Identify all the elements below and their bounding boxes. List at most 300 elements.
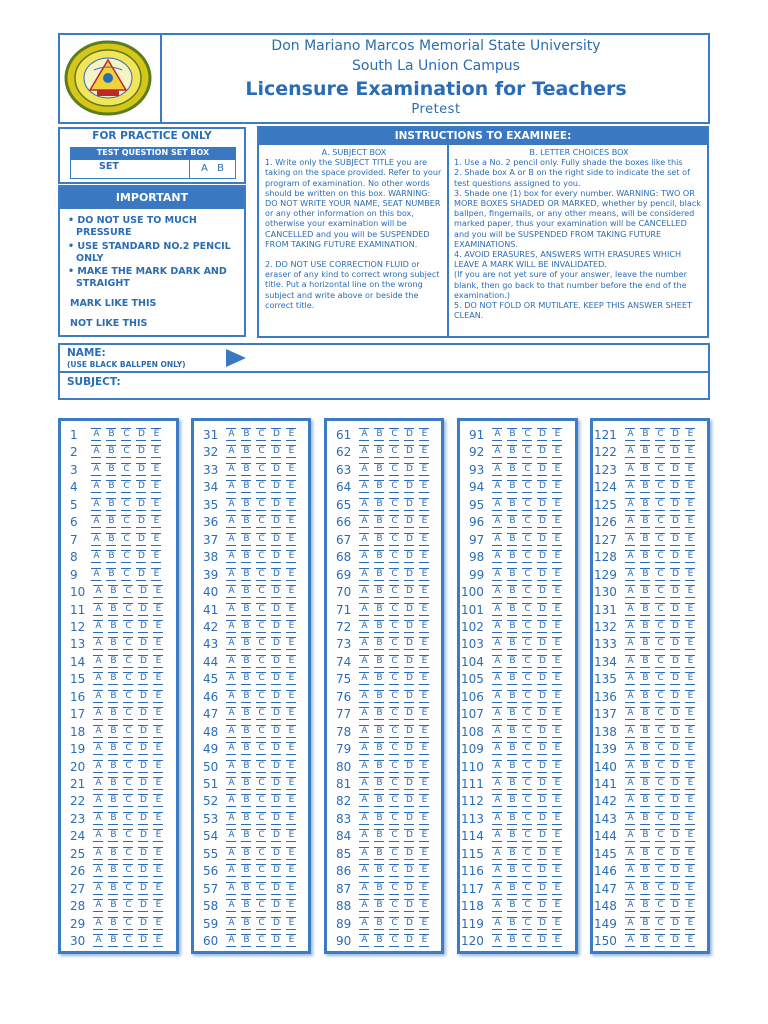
answer-bubble-c[interactable]: C [389, 794, 400, 807]
answer-bubble-e[interactable]: E [419, 707, 430, 720]
answer-bubble-d[interactable]: D [670, 637, 681, 650]
answer-bubble-b[interactable]: B [374, 742, 385, 755]
answer-bubble-c[interactable]: C [123, 707, 134, 720]
answer-bubble-d[interactable]: D [138, 777, 149, 790]
answer-bubble-b[interactable]: B [106, 463, 117, 476]
answer-bubble-d[interactable]: D [670, 690, 681, 703]
answer-bubble-a[interactable]: A [226, 934, 237, 947]
answer-bubble-b[interactable]: B [507, 428, 518, 441]
answer-bubble-a[interactable]: A [492, 428, 503, 441]
answer-bubble-e[interactable]: E [552, 672, 563, 685]
answer-bubble-a[interactable]: A [93, 882, 104, 895]
answer-bubble-e[interactable]: E [552, 498, 563, 511]
answer-bubble-e[interactable]: E [552, 655, 563, 668]
answer-bubble-e[interactable]: E [419, 690, 430, 703]
answer-bubble-c[interactable]: C [256, 812, 267, 825]
answer-bubble-b[interactable]: B [507, 585, 518, 598]
answer-bubble-d[interactable]: D [537, 934, 548, 947]
answer-bubble-e[interactable]: E [153, 760, 164, 773]
answer-bubble-a[interactable]: A [91, 533, 102, 546]
answer-bubble-c[interactable]: C [655, 864, 666, 877]
answer-bubble-d[interactable]: D [670, 917, 681, 930]
answer-bubble-d[interactable]: D [404, 463, 415, 476]
answer-bubble-c[interactable]: C [655, 428, 666, 441]
answer-bubble-d[interactable]: D [537, 707, 548, 720]
answer-bubble-e[interactable]: E [286, 445, 297, 458]
answer-bubble-b[interactable]: B [640, 725, 651, 738]
answer-bubble-b[interactable]: B [640, 463, 651, 476]
answer-bubble-a[interactable]: A [625, 760, 636, 773]
answer-bubble-e[interactable]: E [286, 847, 297, 860]
answer-bubble-d[interactable]: D [537, 882, 548, 895]
answer-bubble-c[interactable]: C [522, 812, 533, 825]
answer-bubble-a[interactable]: A [359, 498, 370, 511]
answer-bubble-a[interactable]: A [492, 829, 503, 842]
answer-bubble-c[interactable]: C [655, 794, 666, 807]
answer-bubble-d[interactable]: D [404, 934, 415, 947]
answer-bubble-a[interactable]: A [359, 550, 370, 563]
answer-bubble-a[interactable]: A [93, 794, 104, 807]
answer-bubble-b[interactable]: B [108, 707, 119, 720]
answer-bubble-a[interactable]: A [91, 515, 102, 528]
answer-bubble-b[interactable]: B [108, 620, 119, 633]
answer-bubble-c[interactable]: C [123, 742, 134, 755]
answer-bubble-a[interactable]: A [359, 760, 370, 773]
answer-bubble-e[interactable]: E [286, 742, 297, 755]
answer-bubble-a[interactable]: A [93, 899, 104, 912]
answer-bubble-e[interactable]: E [151, 568, 162, 581]
answer-bubble-e[interactable]: E [286, 882, 297, 895]
answer-bubble-e[interactable]: E [685, 480, 696, 493]
answer-bubble-a[interactable]: A [93, 934, 104, 947]
answer-bubble-b[interactable]: B [241, 463, 252, 476]
answer-bubble-c[interactable]: C [522, 777, 533, 790]
answer-bubble-e[interactable]: E [419, 672, 430, 685]
answer-bubble-b[interactable]: B [507, 550, 518, 563]
answer-bubble-c[interactable]: C [389, 777, 400, 790]
answer-bubble-a[interactable]: A [93, 603, 104, 616]
answer-bubble-e[interactable]: E [151, 428, 162, 441]
answer-bubble-a[interactable]: A [91, 550, 102, 563]
answer-bubble-c[interactable]: C [655, 742, 666, 755]
answer-bubble-e[interactable]: E [552, 794, 563, 807]
answer-bubble-b[interactable]: B [108, 760, 119, 773]
answer-bubble-d[interactable]: D [404, 515, 415, 528]
answer-bubble-d[interactable]: D [271, 533, 282, 546]
answer-bubble-e[interactable]: E [685, 672, 696, 685]
answer-bubble-a[interactable]: A [226, 568, 237, 581]
answer-bubble-a[interactable]: A [226, 794, 237, 807]
answer-bubble-a[interactable]: A [625, 515, 636, 528]
answer-bubble-d[interactable]: D [537, 672, 548, 685]
answer-bubble-c[interactable]: C [256, 480, 267, 493]
answer-bubble-b[interactable]: B [241, 445, 252, 458]
answer-bubble-c[interactable]: C [389, 463, 400, 476]
answer-bubble-c[interactable]: C [522, 515, 533, 528]
answer-bubble-b[interactable]: B [108, 742, 119, 755]
answer-bubble-b[interactable]: B [640, 794, 651, 807]
answer-bubble-c[interactable]: C [123, 655, 134, 668]
answer-bubble-b[interactable]: B [241, 847, 252, 860]
answer-bubble-d[interactable]: D [404, 603, 415, 616]
answer-bubble-a[interactable]: A [91, 480, 102, 493]
answer-bubble-b[interactable]: B [640, 445, 651, 458]
answer-bubble-e[interactable]: E [153, 934, 164, 947]
answer-bubble-a[interactable]: A [625, 725, 636, 738]
answer-bubble-a[interactable]: A [359, 428, 370, 441]
answer-bubble-d[interactable]: D [136, 428, 147, 441]
answer-bubble-b[interactable]: B [507, 690, 518, 703]
answer-bubble-d[interactable]: D [670, 620, 681, 633]
answer-bubble-b[interactable]: B [374, 533, 385, 546]
answer-bubble-a[interactable]: A [359, 812, 370, 825]
answer-bubble-c[interactable]: C [522, 480, 533, 493]
answer-bubble-d[interactable]: D [537, 445, 548, 458]
answer-bubble-b[interactable]: B [374, 498, 385, 511]
answer-bubble-d[interactable]: D [404, 672, 415, 685]
answer-bubble-d[interactable]: D [670, 847, 681, 860]
answer-bubble-c[interactable]: C [522, 620, 533, 633]
answer-bubble-b[interactable]: B [108, 847, 119, 860]
answer-bubble-d[interactable]: D [537, 829, 548, 842]
answer-bubble-c[interactable]: C [256, 515, 267, 528]
answer-bubble-e[interactable]: E [685, 934, 696, 947]
answer-bubble-a[interactable]: A [492, 550, 503, 563]
answer-bubble-b[interactable]: B [106, 550, 117, 563]
answer-bubble-b[interactable]: B [106, 480, 117, 493]
answer-bubble-e[interactable]: E [419, 742, 430, 755]
answer-bubble-e[interactable]: E [419, 620, 430, 633]
answer-bubble-c[interactable]: C [655, 707, 666, 720]
answer-bubble-e[interactable]: E [685, 620, 696, 633]
answer-bubble-d[interactable]: D [537, 655, 548, 668]
answer-bubble-c[interactable]: C [256, 899, 267, 912]
answer-bubble-d[interactable]: D [537, 463, 548, 476]
answer-bubble-c[interactable]: C [256, 707, 267, 720]
answer-bubble-e[interactable]: E [419, 498, 430, 511]
answer-bubble-d[interactable]: D [138, 760, 149, 773]
answer-bubble-e[interactable]: E [153, 864, 164, 877]
answer-bubble-e[interactable]: E [151, 480, 162, 493]
answer-bubble-e[interactable]: E [552, 812, 563, 825]
answer-bubble-c[interactable]: C [655, 533, 666, 546]
answer-bubble-b[interactable]: B [108, 585, 119, 598]
answer-bubble-a[interactable]: A [226, 515, 237, 528]
answer-bubble-a[interactable]: A [93, 777, 104, 790]
answer-bubble-b[interactable]: B [108, 794, 119, 807]
answer-bubble-d[interactable]: D [537, 794, 548, 807]
answer-bubble-b[interactable]: B [640, 533, 651, 546]
answer-bubble-b[interactable]: B [507, 498, 518, 511]
answer-bubble-d[interactable]: D [404, 829, 415, 842]
answer-bubble-a[interactable]: A [359, 655, 370, 668]
answer-bubble-c[interactable]: C [256, 794, 267, 807]
answer-bubble-c[interactable]: C [522, 585, 533, 598]
answer-bubble-a[interactable]: A [93, 655, 104, 668]
answer-bubble-b[interactable]: B [507, 864, 518, 877]
answer-bubble-c[interactable]: C [389, 812, 400, 825]
answer-bubble-b[interactable]: B [241, 725, 252, 738]
answer-bubble-e[interactable]: E [151, 445, 162, 458]
answer-bubble-d[interactable]: D [271, 428, 282, 441]
answer-bubble-c[interactable]: C [389, 690, 400, 703]
answer-bubble-a[interactable]: A [226, 882, 237, 895]
answer-bubble-a[interactable]: A [93, 707, 104, 720]
answer-bubble-e[interactable]: E [552, 603, 563, 616]
answer-bubble-b[interactable]: B [108, 777, 119, 790]
answer-bubble-b[interactable]: B [640, 934, 651, 947]
answer-bubble-a[interactable]: A [359, 829, 370, 842]
answer-bubble-d[interactable]: D [271, 620, 282, 633]
answer-bubble-a[interactable]: A [226, 742, 237, 755]
answer-bubble-d[interactable]: D [537, 533, 548, 546]
answer-bubble-c[interactable]: C [123, 620, 134, 633]
answer-bubble-d[interactable]: D [138, 794, 149, 807]
answer-bubble-b[interactable]: B [241, 934, 252, 947]
answer-bubble-e[interactable]: E [419, 829, 430, 842]
answer-bubble-c[interactable]: C [256, 882, 267, 895]
answer-bubble-e[interactable]: E [153, 655, 164, 668]
answer-bubble-c[interactable]: C [522, 690, 533, 703]
answer-bubble-e[interactable]: E [685, 707, 696, 720]
answer-bubble-e[interactable]: E [419, 777, 430, 790]
answer-bubble-e[interactable]: E [685, 603, 696, 616]
answer-bubble-b[interactable]: B [507, 777, 518, 790]
answer-bubble-c[interactable]: C [123, 934, 134, 947]
answer-bubble-b[interactable]: B [108, 725, 119, 738]
answer-bubble-d[interactable]: D [138, 637, 149, 650]
answer-bubble-d[interactable]: D [404, 690, 415, 703]
answer-bubble-a[interactable]: A [492, 655, 503, 668]
answer-bubble-e[interactable]: E [552, 568, 563, 581]
answer-bubble-b[interactable]: B [108, 829, 119, 842]
answer-bubble-e[interactable]: E [685, 498, 696, 511]
answer-bubble-a[interactable]: A [625, 934, 636, 947]
answer-bubble-a[interactable]: A [492, 533, 503, 546]
answer-bubble-e[interactable]: E [552, 829, 563, 842]
answer-bubble-c[interactable]: C [389, 899, 400, 912]
answer-bubble-b[interactable]: B [640, 829, 651, 842]
answer-bubble-b[interactable]: B [640, 585, 651, 598]
answer-bubble-c[interactable]: C [256, 829, 267, 842]
answer-bubble-b[interactable]: B [640, 428, 651, 441]
answer-bubble-e[interactable]: E [153, 847, 164, 860]
answer-bubble-e[interactable]: E [286, 550, 297, 563]
answer-bubble-a[interactable]: A [492, 445, 503, 458]
answer-bubble-b[interactable]: B [640, 864, 651, 877]
answer-bubble-d[interactable]: D [537, 515, 548, 528]
answer-bubble-d[interactable]: D [670, 550, 681, 563]
answer-bubble-a[interactable]: A [359, 847, 370, 860]
answer-bubble-a[interactable]: A [625, 637, 636, 650]
answer-bubble-c[interactable]: C [522, 568, 533, 581]
answer-bubble-d[interactable]: D [271, 847, 282, 860]
answer-bubble-a[interactable]: A [359, 725, 370, 738]
answer-bubble-c[interactable]: C [655, 655, 666, 668]
answer-bubble-b[interactable]: B [374, 480, 385, 493]
answer-bubble-d[interactable]: D [670, 864, 681, 877]
answer-bubble-d[interactable]: D [537, 917, 548, 930]
answer-bubble-d[interactable]: D [670, 463, 681, 476]
answer-bubble-b[interactable]: B [374, 568, 385, 581]
answer-bubble-e[interactable]: E [419, 445, 430, 458]
answer-bubble-e[interactable]: E [151, 515, 162, 528]
answer-bubble-e[interactable]: E [685, 760, 696, 773]
answer-bubble-b[interactable]: B [374, 882, 385, 895]
answer-bubble-c[interactable]: C [389, 847, 400, 860]
answer-bubble-d[interactable]: D [271, 812, 282, 825]
answer-bubble-a[interactable]: A [93, 690, 104, 703]
answer-bubble-a[interactable]: A [226, 620, 237, 633]
answer-bubble-c[interactable]: C [121, 498, 132, 511]
answer-bubble-a[interactable]: A [93, 585, 104, 598]
answer-bubble-d[interactable]: D [537, 777, 548, 790]
answer-bubble-e[interactable]: E [151, 463, 162, 476]
answer-bubble-b[interactable]: B [241, 533, 252, 546]
answer-bubble-b[interactable]: B [507, 480, 518, 493]
answer-bubble-b[interactable]: B [374, 899, 385, 912]
answer-bubble-e[interactable]: E [552, 725, 563, 738]
answer-bubble-a[interactable]: A [359, 707, 370, 720]
answer-bubble-b[interactable]: B [374, 655, 385, 668]
answer-bubble-c[interactable]: C [389, 533, 400, 546]
answer-bubble-a[interactable]: A [492, 794, 503, 807]
answer-bubble-d[interactable]: D [670, 760, 681, 773]
answer-bubble-b[interactable]: B [106, 428, 117, 441]
answer-bubble-a[interactable]: A [625, 899, 636, 912]
answer-bubble-c[interactable]: C [256, 498, 267, 511]
answer-bubble-d[interactable]: D [138, 690, 149, 703]
answer-bubble-e[interactable]: E [286, 637, 297, 650]
answer-bubble-c[interactable]: C [655, 480, 666, 493]
answer-bubble-d[interactable]: D [138, 672, 149, 685]
answer-bubble-b[interactable]: B [507, 934, 518, 947]
answer-bubble-a[interactable]: A [93, 620, 104, 633]
answer-bubble-a[interactable]: A [625, 847, 636, 860]
answer-bubble-a[interactable]: A [359, 568, 370, 581]
answer-bubble-a[interactable]: A [625, 777, 636, 790]
answer-bubble-d[interactable]: D [404, 655, 415, 668]
answer-bubble-e[interactable]: E [685, 864, 696, 877]
answer-bubble-a[interactable]: A [226, 829, 237, 842]
answer-bubble-d[interactable]: D [537, 742, 548, 755]
answer-bubble-c[interactable]: C [522, 498, 533, 511]
answer-bubble-a[interactable]: A [625, 812, 636, 825]
answer-bubble-a[interactable]: A [625, 620, 636, 633]
answer-bubble-b[interactable]: B [374, 864, 385, 877]
answer-bubble-a[interactable]: A [359, 620, 370, 633]
answer-bubble-b[interactable]: B [640, 760, 651, 773]
answer-bubble-a[interactable]: A [625, 550, 636, 563]
answer-bubble-b[interactable]: B [241, 829, 252, 842]
answer-bubble-d[interactable]: D [537, 568, 548, 581]
answer-bubble-d[interactable]: D [138, 829, 149, 842]
answer-bubble-a[interactable]: A [625, 655, 636, 668]
answer-bubble-e[interactable]: E [685, 829, 696, 842]
answer-bubble-c[interactable]: C [522, 864, 533, 877]
answer-bubble-c[interactable]: C [655, 585, 666, 598]
answer-bubble-b[interactable]: B [507, 637, 518, 650]
answer-bubble-b[interactable]: B [640, 899, 651, 912]
answer-bubble-e[interactable]: E [685, 568, 696, 581]
answer-bubble-e[interactable]: E [419, 864, 430, 877]
answer-bubble-d[interactable]: D [138, 620, 149, 633]
answer-bubble-a[interactable]: A [359, 742, 370, 755]
answer-bubble-a[interactable]: A [93, 760, 104, 773]
answer-bubble-b[interactable]: B [241, 899, 252, 912]
answer-bubble-e[interactable]: E [153, 603, 164, 616]
answer-bubble-b[interactable]: B [106, 445, 117, 458]
answer-bubble-c[interactable]: C [123, 637, 134, 650]
answer-bubble-a[interactable]: A [359, 533, 370, 546]
answer-bubble-c[interactable]: C [522, 794, 533, 807]
answer-bubble-a[interactable]: A [625, 428, 636, 441]
answer-bubble-c[interactable]: C [256, 533, 267, 546]
answer-bubble-d[interactable]: D [404, 585, 415, 598]
answer-bubble-c[interactable]: C [389, 655, 400, 668]
answer-bubble-a[interactable]: A [359, 934, 370, 947]
answer-bubble-a[interactable]: A [492, 690, 503, 703]
answer-bubble-b[interactable]: B [640, 777, 651, 790]
answer-bubble-d[interactable]: D [271, 725, 282, 738]
answer-bubble-d[interactable]: D [138, 742, 149, 755]
answer-bubble-a[interactable]: A [359, 515, 370, 528]
answer-bubble-e[interactable]: E [419, 655, 430, 668]
answer-bubble-c[interactable]: C [522, 899, 533, 912]
answer-bubble-c[interactable]: C [256, 568, 267, 581]
answer-bubble-e[interactable]: E [685, 428, 696, 441]
answer-bubble-a[interactable]: A [226, 533, 237, 546]
answer-bubble-c[interactable]: C [389, 934, 400, 947]
answer-bubble-e[interactable]: E [153, 637, 164, 650]
answer-bubble-d[interactable]: D [670, 533, 681, 546]
answer-bubble-d[interactable]: D [271, 550, 282, 563]
answer-bubble-e[interactable]: E [286, 428, 297, 441]
answer-bubble-b[interactable]: B [241, 794, 252, 807]
answer-bubble-e[interactable]: E [419, 934, 430, 947]
answer-bubble-c[interactable]: C [389, 672, 400, 685]
answer-bubble-c[interactable]: C [655, 899, 666, 912]
answer-bubble-b[interactable]: B [241, 672, 252, 685]
answer-bubble-e[interactable]: E [286, 463, 297, 476]
answer-bubble-b[interactable]: B [108, 934, 119, 947]
answer-bubble-b[interactable]: B [640, 550, 651, 563]
answer-bubble-d[interactable]: D [670, 568, 681, 581]
answer-bubble-b[interactable]: B [640, 498, 651, 511]
answer-bubble-b[interactable]: B [374, 829, 385, 842]
answer-bubble-d[interactable]: D [271, 934, 282, 947]
answer-bubble-a[interactable]: A [492, 515, 503, 528]
answer-bubble-a[interactable]: A [226, 550, 237, 563]
answer-bubble-d[interactable]: D [670, 585, 681, 598]
answer-bubble-c[interactable]: C [256, 585, 267, 598]
answer-bubble-a[interactable]: A [625, 585, 636, 598]
answer-bubble-a[interactable]: A [359, 864, 370, 877]
answer-bubble-d[interactable]: D [670, 934, 681, 947]
answer-bubble-e[interactable]: E [419, 533, 430, 546]
answer-bubble-d[interactable]: D [404, 760, 415, 773]
answer-bubble-b[interactable]: B [374, 620, 385, 633]
answer-bubble-d[interactable]: D [271, 794, 282, 807]
answer-bubble-c[interactable]: C [522, 934, 533, 947]
answer-bubble-c[interactable]: C [655, 882, 666, 895]
answer-bubble-a[interactable]: A [226, 480, 237, 493]
answer-bubble-a[interactable]: A [91, 568, 102, 581]
answer-bubble-d[interactable]: D [271, 498, 282, 511]
answer-bubble-b[interactable]: B [241, 812, 252, 825]
answer-bubble-a[interactable]: A [492, 812, 503, 825]
answer-bubble-e[interactable]: E [286, 585, 297, 598]
